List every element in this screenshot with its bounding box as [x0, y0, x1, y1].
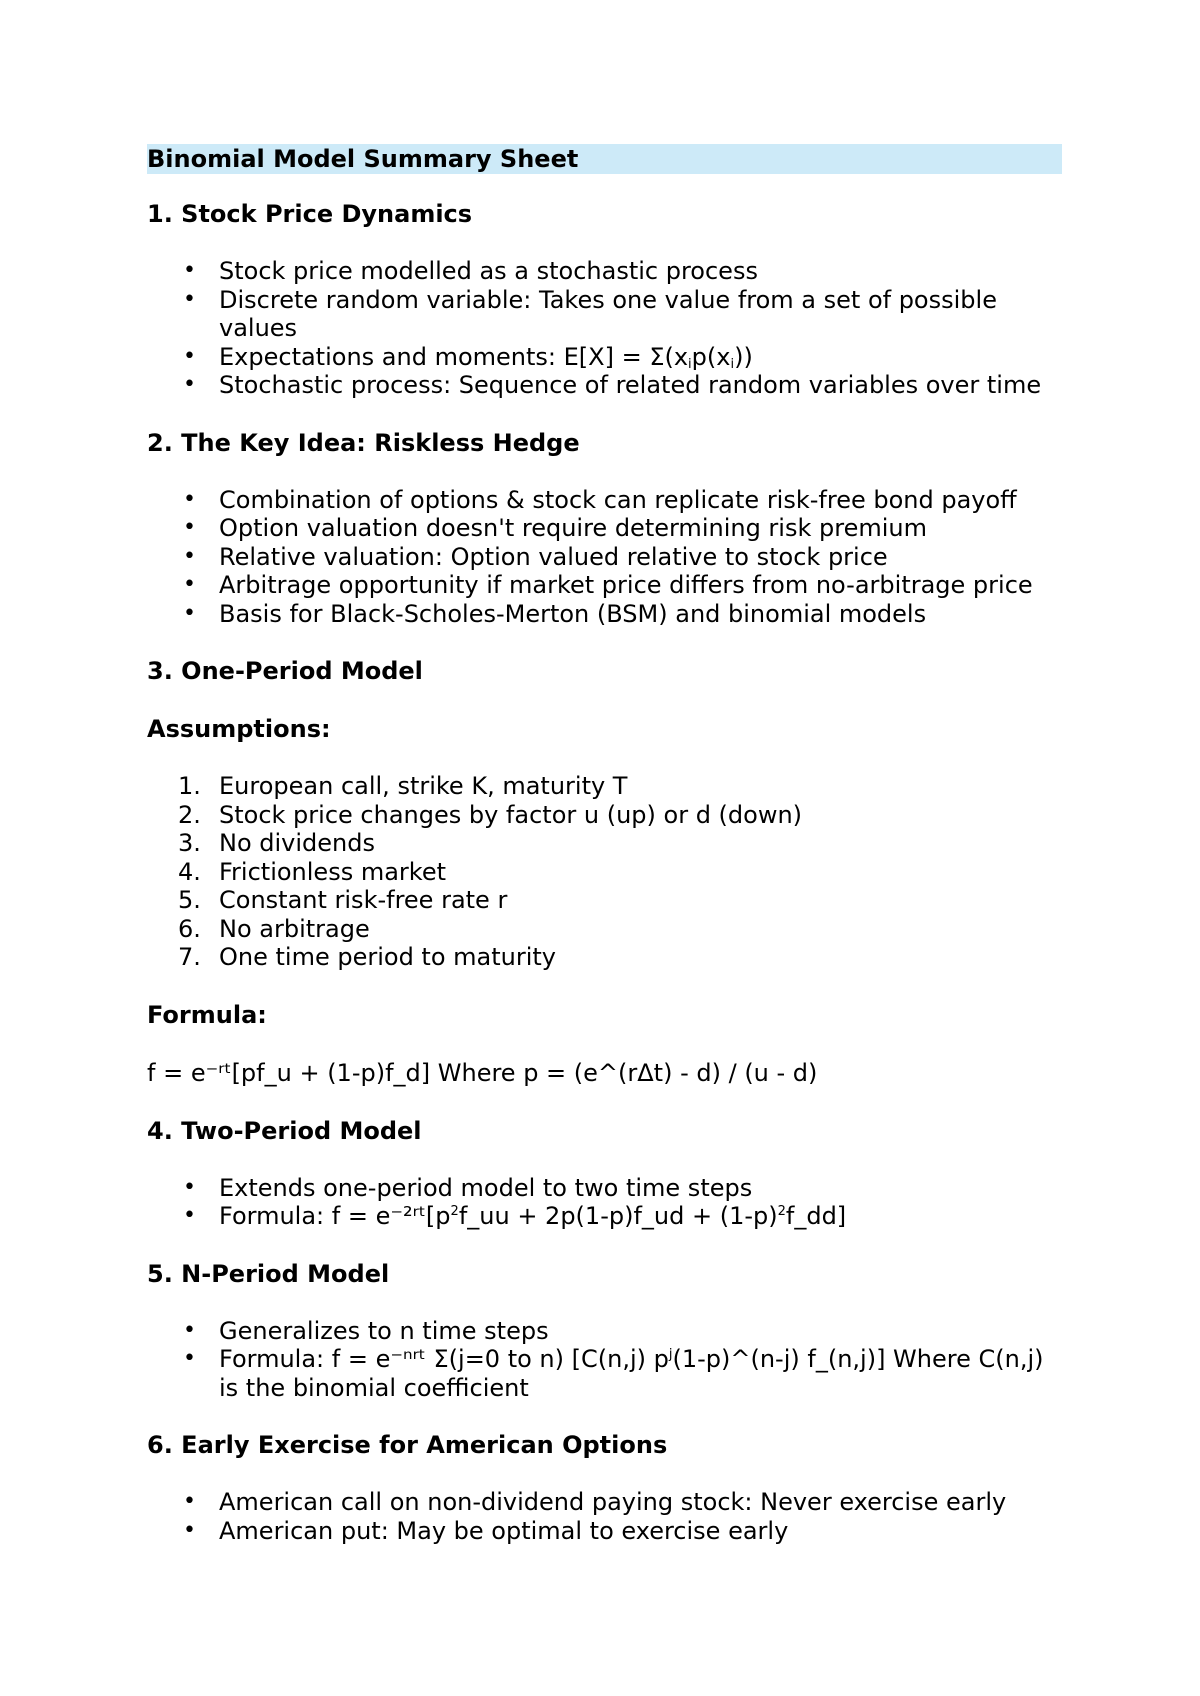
list-item: 5. Constant risk-free rate r [178, 886, 508, 914]
section-heading-riskless-hedge: 2. The Key Idea: Riskless Hedge [147, 428, 580, 457]
list-item: • Expectations and moments: $E[X] = \Sigma(x_ip(x_i))$ [147, 343, 1062, 372]
assumptions-label: Assumptions: [147, 715, 331, 743]
list-item: • American put: May be optimal to exercise early [147, 1517, 1062, 1546]
formula-label: Formula: [147, 1000, 267, 1029]
list-item: 3. No dividends [178, 829, 375, 857]
list-item: • Stock price modelled as a stochastic process [147, 257, 1062, 286]
riskless-hedge-list [147, 486, 1062, 629]
n-period-list [147, 1317, 1062, 1403]
early-exercise-list [147, 1488, 1062, 1545]
list-item: 7. One time period to maturity [178, 943, 557, 971]
two-period-list [147, 1174, 1062, 1231]
section-heading-n-period-model: 5. N-Period Model [147, 1259, 390, 1288]
document-page [147, 144, 1062, 1573]
section-heading-early-exercise: 6. Early Exercise for American Options [147, 1431, 668, 1459]
list-item: • Generalizes to n time steps [147, 1317, 1062, 1346]
section-heading-one-period-model: 3. One-Period Model [147, 657, 423, 685]
list-item: • Option valuation doesn't require determining risk premium [147, 514, 1062, 543]
list-item: 4. Frictionless market [178, 857, 447, 886]
list-item: • Combination of options & stock can replicate risk-free bond payoff [147, 486, 1062, 515]
list-item: • Arbitrage opportunity if market price differs from no-arbitrage price [147, 571, 1062, 600]
one-period-formula: f = e⁻ʳᵗ[pf_u + (1-p)f_d] Where p = (e^(rΔt) - d) / (u - d) [147, 1058, 818, 1087]
list-item: • Formula: f = e⁻ⁿʳᵗ Σ(j=0 to n) [C(n,j) $p^j(1-p)\^{}(n-j)$ f_(n,j)] Where C(n,j) is the binomial coefficient [147, 1345, 1062, 1402]
list-item: • American call on non-dividend paying stock: Never exercise early [147, 1488, 1062, 1517]
section-heading-stock-price-dynamics: 1. Stock Price Dynamics [147, 200, 473, 228]
document-title: Binomial Model Summary Sheet [147, 144, 1062, 174]
list-item: • Basis for Black-Scholes-Merton (BSM) and binomial models [147, 600, 1062, 629]
list-item: 1. European call, strike K, maturity T [178, 772, 628, 800]
list-item: • Relative valuation: Option valued relative to stock price [147, 543, 1062, 572]
list-item: 2. Stock price changes by factor u (up) or d (down) [178, 800, 803, 829]
list-item: • Formula: $f = e^{-2}ʳᵗ[p^2f\_uu$ + 2p(1-p)f_ud + $(1-p)^2f\_dd$] [147, 1202, 1062, 1231]
list-item: 6. No arbitrage [178, 914, 370, 943]
assumptions-list [147, 772, 1062, 972]
list-item: • Extends one-period model to two time steps [147, 1174, 1062, 1203]
stock-price-dynamics-list [147, 257, 1062, 400]
list-item: • Discrete random variable: Takes one value from a set of possible values [147, 286, 1062, 343]
section-heading-two-period-model: 4. Two-Period Model [147, 1116, 422, 1145]
list-item: • Stochastic process: Sequence of related random variables over time [147, 371, 1062, 400]
